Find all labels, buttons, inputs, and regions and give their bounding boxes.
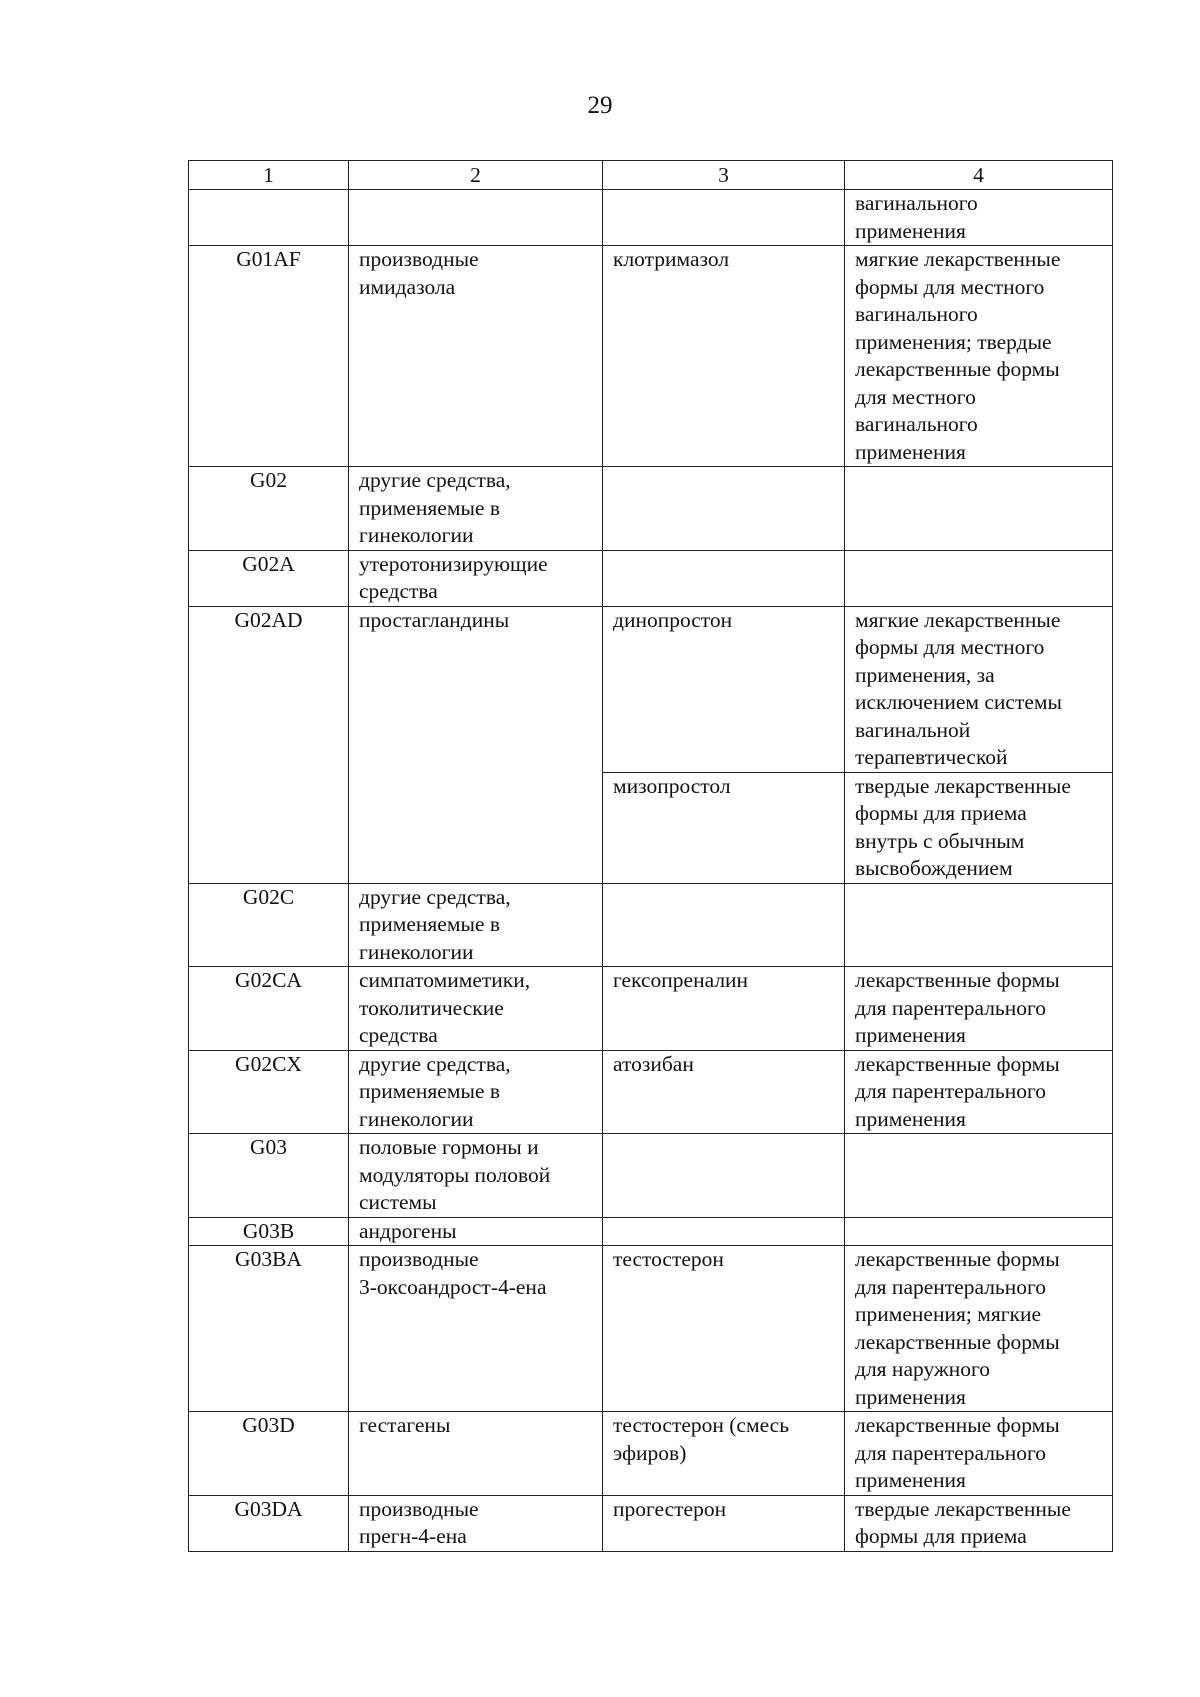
dosage-form-cell: вагинального применения bbox=[845, 190, 1113, 246]
drug-name-cell: тестостерон (смесь эфиров) bbox=[603, 1412, 845, 1496]
dosage-form-cell: мягкие лекарственные формы для местного применения, за исключением системы вагинальной терапевтической bbox=[845, 606, 1113, 772]
group-name-cell: гестагены bbox=[349, 1412, 603, 1496]
table-row bbox=[189, 1217, 1113, 1246]
dosage-form-cell: лекарственные формы для парентерального применения; мягкие лекарственные формы для наружного применения bbox=[845, 1246, 1113, 1412]
group-name-cell: андрогены bbox=[349, 1217, 603, 1246]
dosage-form-cell: лекарственные формы для парентерального применения bbox=[845, 1050, 1113, 1134]
group-name-cell: утеротонизирующие средства bbox=[349, 550, 603, 606]
column-header: 2 bbox=[349, 161, 603, 190]
atc-code-cell: G03B bbox=[189, 1217, 349, 1246]
drug-name-cell: атозибан bbox=[603, 1050, 845, 1134]
table-row bbox=[189, 1495, 1113, 1551]
table-row bbox=[189, 1050, 1113, 1134]
group-name-cell: производные прегн-4-ена bbox=[349, 1495, 603, 1551]
drug-name-cell: гексопреналин bbox=[603, 967, 845, 1051]
dosage-form-cell bbox=[845, 550, 1113, 606]
atc-code-cell: G02CX bbox=[189, 1050, 349, 1134]
table-row bbox=[189, 467, 1113, 551]
dosage-form-cell: твердые лекарственные формы для приема внутрь с обычным высвобождением bbox=[845, 772, 1113, 883]
dosage-form-cell bbox=[845, 467, 1113, 551]
drug-name-cell bbox=[603, 883, 845, 967]
drug-name-cell bbox=[603, 550, 845, 606]
table-row bbox=[189, 246, 1113, 467]
group-name-cell: другие средства, применяемые в гинекологии bbox=[349, 883, 603, 967]
group-name-cell: другие средства, применяемые в гинекологии bbox=[349, 467, 603, 551]
dosage-form-cell: твердые лекарственные формы для приема bbox=[845, 1495, 1113, 1551]
table-row bbox=[189, 883, 1113, 967]
atc-code-cell: G03BA bbox=[189, 1246, 349, 1412]
drug-name-cell bbox=[603, 467, 845, 551]
group-name-cell bbox=[349, 190, 603, 246]
column-header: 4 bbox=[845, 161, 1113, 190]
atc-code-cell: G02A bbox=[189, 550, 349, 606]
group-name-cell: другие средства, применяемые в гинекологии bbox=[349, 1050, 603, 1134]
drug-name-cell: тестостерон bbox=[603, 1246, 845, 1412]
atc-code-cell bbox=[189, 190, 349, 246]
dosage-form-cell bbox=[845, 883, 1113, 967]
drug-classification-table bbox=[188, 160, 1113, 1552]
table-row bbox=[189, 1246, 1113, 1412]
drug-name-cell: динопростон bbox=[603, 606, 845, 772]
group-name-cell: простагландины bbox=[349, 606, 603, 883]
group-name-cell: половые гормоны и модуляторы половой системы bbox=[349, 1134, 603, 1218]
table-header-row bbox=[189, 161, 1113, 190]
group-name-cell: производные имидазола bbox=[349, 246, 603, 467]
group-name-cell: симпатомиметики, токолитические средства bbox=[349, 967, 603, 1051]
table-row bbox=[189, 550, 1113, 606]
atc-code-cell: G02 bbox=[189, 467, 349, 551]
table-row bbox=[189, 1412, 1113, 1496]
page-number: 29 bbox=[587, 92, 613, 119]
dosage-form-cell: лекарственные формы для парентерального применения bbox=[845, 1412, 1113, 1496]
atc-code-cell: G03 bbox=[189, 1134, 349, 1218]
table-row bbox=[189, 190, 1113, 246]
drug-name-cell: клотримазол bbox=[603, 246, 845, 467]
group-name-cell: производные 3-оксоандрост-4-ена bbox=[349, 1246, 603, 1412]
drug-name-cell: мизопростол bbox=[603, 772, 845, 883]
drug-name-cell: прогестерон bbox=[603, 1495, 845, 1551]
dosage-form-cell: мягкие лекарственные формы для местного вагинального применения; твердые лекарственные формы для местного вагинального применения bbox=[845, 246, 1113, 467]
table-row bbox=[189, 967, 1113, 1051]
atc-code-cell: G02CA bbox=[189, 967, 349, 1051]
drug-name-cell bbox=[603, 1134, 845, 1218]
drug-name-cell bbox=[603, 190, 845, 246]
column-header: 1 bbox=[189, 161, 349, 190]
atc-code-cell: G03D bbox=[189, 1412, 349, 1496]
column-header: 3 bbox=[603, 161, 845, 190]
dosage-form-cell bbox=[845, 1134, 1113, 1218]
drug-name-cell bbox=[603, 1217, 845, 1246]
table-row bbox=[189, 606, 1113, 772]
atc-code-cell: G01AF bbox=[189, 246, 349, 467]
dosage-form-cell: лекарственные формы для парентерального применения bbox=[845, 967, 1113, 1051]
atc-code-cell: G02C bbox=[189, 883, 349, 967]
table-row bbox=[189, 1134, 1113, 1218]
atc-code-cell: G02AD bbox=[189, 606, 349, 883]
atc-code-cell: G03DA bbox=[189, 1495, 349, 1551]
dosage-form-cell bbox=[845, 1217, 1113, 1246]
